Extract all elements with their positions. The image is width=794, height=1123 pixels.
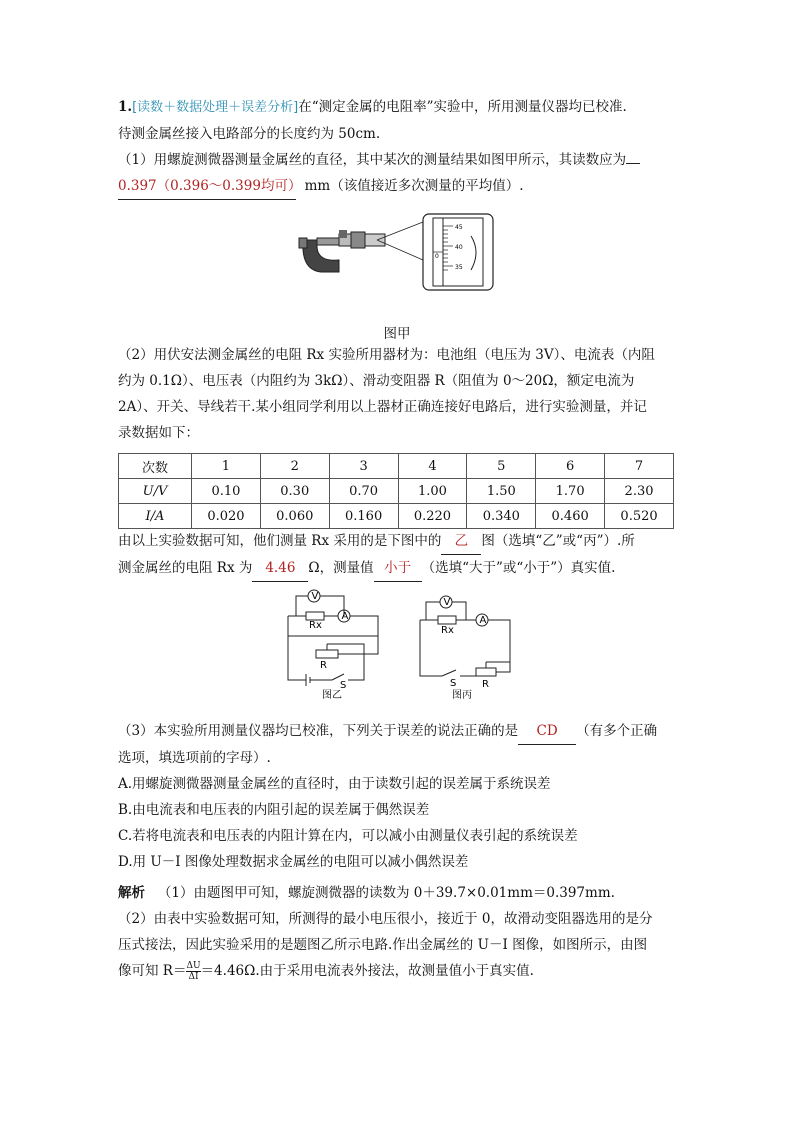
table-cell: 2.30 <box>605 479 674 504</box>
question-number: 1. <box>118 99 133 115</box>
figure-bing-caption: 图丙 <box>452 690 472 701</box>
after-table-text: 测金属丝的电阻 Rx 为 <box>118 560 253 576</box>
gauge-tick-35: 35 <box>455 264 463 271</box>
table-row <box>119 479 674 504</box>
part2-line-3: 2A）、开关、导线若干.某小组同学利用以上器材正确连接好电路后，进行实验测量，并记 <box>118 399 647 415</box>
part3-line-2: 选项，填选项前的字母）. <box>118 750 271 766</box>
table-cell: 1 <box>192 454 261 479</box>
figure-yi-caption: 图乙 <box>322 690 342 700</box>
ammeter-label: A <box>341 611 349 622</box>
part2-line-2: 约为 0.1Ω）、电压表（内阻约为 3kΩ）、滑动变阻器 R（阻值为 0～20Ω，额定电流为 <box>118 373 635 389</box>
part1-line <box>118 147 678 173</box>
part2-line-4: 录数据如下： <box>118 425 199 441</box>
voltmeter-label: V <box>311 591 319 602</box>
rheostat-label: R <box>320 660 327 671</box>
table-cell: 1.50 <box>467 479 536 504</box>
table-cell: 0.060 <box>260 504 329 529</box>
rx-label: Rx <box>309 620 322 631</box>
table-cell: 0.30 <box>260 479 329 504</box>
part1-tail: mm（该值接近多次测量的平均值）. <box>304 178 524 194</box>
table-cell: U/V <box>119 479 192 504</box>
solution-text: （1）由题图甲可知，螺旋测微器的读数为 0＋39.7×0.01mm＝0.397mm. <box>157 885 615 901</box>
resistance-answer: 4.46 <box>252 555 308 582</box>
switch-label: S <box>450 678 457 689</box>
table-cell: 0.160 <box>329 504 398 529</box>
circuit-yi <box>282 588 386 700</box>
after-table-text: 由以上实验数据可知，他们测量 Rx 采用的是下图中的 <box>118 533 442 549</box>
circuit-bing <box>414 590 518 702</box>
question-stem-line-1 <box>118 94 678 121</box>
fraction-numerator: ΔU <box>186 961 201 971</box>
table-cell: 0.220 <box>398 504 467 529</box>
topic-tag: [读数＋数据处理＋误差分析] <box>132 100 299 115</box>
after-table-block <box>118 528 678 582</box>
after-table-line-1 <box>118 528 678 555</box>
figure-jia-caption: 图甲 <box>383 326 411 342</box>
table-cell: 3 <box>329 454 398 479</box>
table-header-row <box>119 454 674 479</box>
compare-answer: 小于 <box>374 555 422 582</box>
rx-label: Rx <box>441 625 454 636</box>
solution-line-4 <box>118 958 678 984</box>
solution-line-1 <box>118 880 678 906</box>
stem-text-1: 在“测定金属的电阻率”实验中，所用测量仪器均已校准. <box>298 99 627 115</box>
delta-fraction <box>186 961 200 982</box>
table-row <box>119 504 674 529</box>
table-cell: 0.460 <box>536 504 605 529</box>
gauge-zero-label: 0 <box>435 253 439 260</box>
part3-answer: CD <box>518 718 576 745</box>
after-table-text: 图（选填“乙”或“丙”）.所 <box>481 533 635 549</box>
table-cell: 0.10 <box>192 479 261 504</box>
table-cell: 1.00 <box>398 479 467 504</box>
solution-text: ＝4.46Ω.由于采用电流表外接法，故测量值小于真实值. <box>200 963 534 979</box>
rheostat-label: R <box>482 679 489 690</box>
gauge-tick-40: 40 <box>455 244 463 251</box>
after-table-text: （选填“大于”或“小于”）真实值. <box>421 560 616 576</box>
part2-block <box>118 342 678 446</box>
part1-answer-line <box>118 173 678 200</box>
data-table <box>118 453 674 529</box>
after-table-line-2 <box>118 555 678 582</box>
ammeter-label: A <box>479 615 487 626</box>
part3-text: （有多个正确 <box>576 723 658 739</box>
table-cell: 0.520 <box>605 504 674 529</box>
table-cell: 5 <box>467 454 536 479</box>
question-block <box>118 94 678 200</box>
table-cell: 0.340 <box>467 504 536 529</box>
part3-text: （3）本实验所用测量仪器均已校准，下列关于误差的说法正确的是 <box>118 723 519 739</box>
stem-text-2: 待测金属丝接入电路部分的长度约为 50cm. <box>118 126 381 142</box>
part1-text: （1）用螺旋测微器测量金属丝的直径，其中某次的测量结果如图甲所示，其读数应为 <box>118 152 627 168</box>
gauge-tick-45: 45 <box>455 224 463 231</box>
circuit-choice-answer: 乙 <box>441 528 481 555</box>
fraction-denominator: ΔI <box>188 972 199 982</box>
table-cell: 1.70 <box>536 479 605 504</box>
solution-label: 解析 <box>118 885 145 901</box>
after-table-text: Ω，测量值 <box>308 560 374 576</box>
part2-line-1: （2）用伏安法测金属丝的电阻 Rx 实验所用器材为：电池组（电压为 3V）、电流表（内阻 <box>118 347 655 363</box>
part3-line-1 <box>118 718 678 745</box>
table-cell: 2 <box>260 454 329 479</box>
part3-block <box>118 718 678 875</box>
table-cell: 0.70 <box>329 479 398 504</box>
table-cell: 7 <box>605 454 674 479</box>
table-cell: 0.020 <box>192 504 261 529</box>
part1-answer: 0.397（0.396～0.399均可） <box>118 173 296 200</box>
option-d: D.用 U－I 图像处理数据求金属丝的电阻可以减小偶然误差 <box>118 854 469 870</box>
solution-block <box>118 880 678 984</box>
solution-line-3: 压式接法，因此实验采用的是题图乙所示电路.作出金属丝的 U－I 图像，如图所示，由图 <box>118 937 648 953</box>
micrometer-figure <box>295 212 495 292</box>
option-c: C.若将电流表和电压表的内阻计算在内，可以减小由测量仪表引起的系统误差 <box>118 828 578 844</box>
solution-text: 像可知 R＝ <box>118 963 187 979</box>
option-b: B.由电流表和电压表的内阻引起的误差属于偶然误差 <box>118 802 430 818</box>
switch-label: S <box>340 680 347 691</box>
table-cell: 次数 <box>119 454 192 479</box>
table-cell: 6 <box>536 454 605 479</box>
solution-line-2: （2）由表中实验数据可知，所测得的最小电压很小，接近于 0，故滑动变阻器选用的是分 <box>118 911 653 927</box>
table-cell: I/A <box>119 504 192 529</box>
voltmeter-label: V <box>443 597 451 608</box>
option-a: A.用螺旋测微器测量金属丝的直径时，由于读数引起的误差属于系统误差 <box>118 776 551 792</box>
table-cell: 4 <box>398 454 467 479</box>
